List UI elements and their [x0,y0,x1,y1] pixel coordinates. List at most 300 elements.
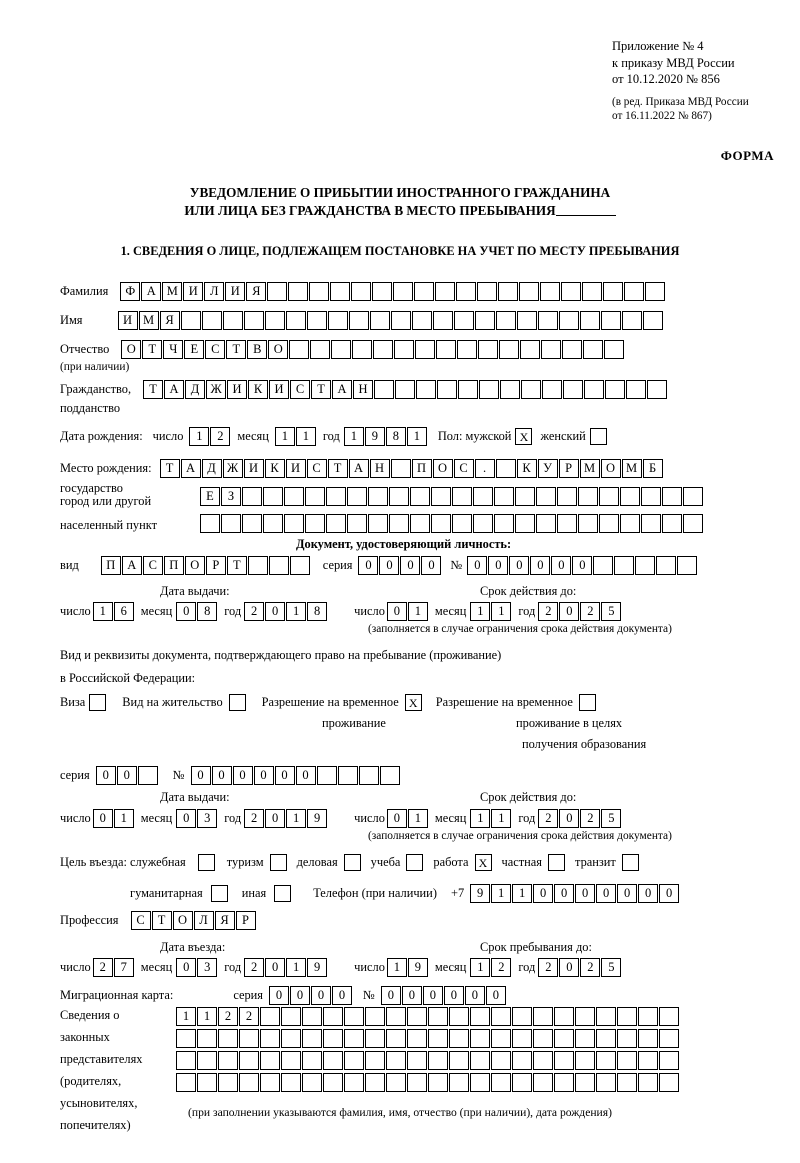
stay-valid-month-field-cell[interactable]: 1 [491,809,511,828]
birth-state-field-cell[interactable]: А [349,459,369,478]
birth-locality-field-cell[interactable] [662,514,682,533]
surname-field-cell[interactable] [603,282,623,301]
entry-year-field-cell[interactable]: 0 [265,958,285,977]
name-field-cell[interactable] [349,311,369,330]
name-field-cell[interactable] [328,311,348,330]
legal-reps-field-4-cell[interactable] [428,1073,448,1092]
birth-year-field-cell[interactable]: 9 [365,427,385,446]
legal-reps-field-4-cell[interactable] [365,1073,385,1092]
issue-day-field[interactable] [93,602,135,621]
legal-reps-field-3[interactable] [176,1051,680,1070]
legal-reps-field-4-cell[interactable] [617,1073,637,1092]
legal-reps-field-2-cell[interactable] [218,1029,238,1048]
birth-city-field-1-cell[interactable] [683,487,703,506]
birth-city-field-1-cell[interactable] [578,487,598,506]
doc-kind-field-cell[interactable] [248,556,268,575]
doc-number-field-cell[interactable]: 0 [467,556,487,575]
citizenship-field-cell[interactable]: С [290,380,310,399]
phone-field-cell[interactable]: 0 [617,884,637,903]
name-field-cell[interactable] [244,311,264,330]
stay-issue-day-field[interactable] [93,809,135,828]
stay-number-field-cell[interactable]: 0 [233,766,253,785]
surname-field-cell[interactable] [456,282,476,301]
issue-year-field-cell[interactable]: 0 [265,602,285,621]
surname-field-cell[interactable] [414,282,434,301]
stay-issue-month-field-cell[interactable]: 0 [176,809,196,828]
name-field-cell[interactable] [202,311,222,330]
legal-reps-field-1-cell[interactable] [449,1007,469,1026]
legal-reps-field-3-cell[interactable] [533,1051,553,1070]
patronymic-field-cell[interactable] [352,340,372,359]
birth-state-field-cell[interactable]: И [286,459,306,478]
citizenship-field-cell[interactable]: Т [143,380,163,399]
birth-state-field-cell[interactable]: П [412,459,432,478]
legal-reps-field-1-cell[interactable]: 2 [239,1007,259,1026]
stay-number-field-cell[interactable]: 0 [254,766,274,785]
purpose-official-checkbox[interactable] [198,854,215,871]
citizenship-field-cell[interactable]: Н [353,380,373,399]
birth-locality-field-cell[interactable] [641,514,661,533]
doc-number-field-cell[interactable] [614,556,634,575]
legal-reps-field-4-cell[interactable] [323,1073,343,1092]
legal-reps-field-2-cell[interactable] [197,1029,217,1048]
birth-month-field-cell[interactable]: 1 [296,427,316,446]
name-field-cell[interactable] [601,311,621,330]
surname-field-cell[interactable] [309,282,329,301]
legal-reps-field-1-cell[interactable] [428,1007,448,1026]
profession-field-cell[interactable]: Т [152,911,172,930]
patronymic-field-cell[interactable]: О [121,340,141,359]
doc-kind-field-cell[interactable]: С [143,556,163,575]
doc-series-field-cell[interactable]: 0 [379,556,399,575]
legal-reps-field-4-cell[interactable] [575,1073,595,1092]
legal-reps-field-3-cell[interactable] [365,1051,385,1070]
birth-state-field-cell[interactable]: Т [328,459,348,478]
stay-series-field-cell[interactable] [138,766,158,785]
phone-field-cell[interactable]: 1 [491,884,511,903]
doc-number-field-cell[interactable] [677,556,697,575]
citizenship-field-cell[interactable]: И [227,380,247,399]
birth-city-field-1-cell[interactable] [326,487,346,506]
name-field-cell[interactable] [454,311,474,330]
legal-reps-field-1-cell[interactable] [638,1007,658,1026]
doc-kind-field[interactable] [101,556,311,575]
surname-field-cell[interactable] [267,282,287,301]
valid-day-field[interactable] [387,602,429,621]
birth-locality-field-cell[interactable] [452,514,472,533]
birth-month-field[interactable] [275,427,317,446]
purpose-private-checkbox[interactable] [548,854,565,871]
purpose-study-checkbox[interactable] [406,854,423,871]
stay-end-day-field[interactable] [387,958,429,977]
birth-locality-field-cell[interactable] [326,514,346,533]
legal-reps-field-3-cell[interactable] [470,1051,490,1070]
legal-reps-field-3-cell[interactable] [218,1051,238,1070]
legal-reps-field-1-cell[interactable] [302,1007,322,1026]
issue-day-field-cell[interactable]: 6 [114,602,134,621]
citizenship-field-cell[interactable]: А [332,380,352,399]
patronymic-field-cell[interactable] [604,340,624,359]
issue-month-field-cell[interactable]: 8 [197,602,217,621]
patronymic-field-cell[interactable] [436,340,456,359]
stay-issue-year-field-cell[interactable]: 2 [244,809,264,828]
birth-state-field-cell[interactable]: Б [643,459,663,478]
citizenship-field-cell[interactable]: К [248,380,268,399]
profession-field-cell[interactable]: Р [236,911,256,930]
legal-reps-field-1-cell[interactable] [386,1007,406,1026]
legal-reps-field-3-cell[interactable] [638,1051,658,1070]
stay-end-month-field[interactable] [470,958,512,977]
mig-series-field-cell[interactable]: 0 [311,986,331,1005]
stay-valid-year-field-cell[interactable]: 0 [559,809,579,828]
profession-field-cell[interactable]: С [131,911,151,930]
name-field-cell[interactable] [223,311,243,330]
name-field-cell[interactable]: Я [160,311,180,330]
doc-number-field[interactable] [467,556,698,575]
purpose-business-checkbox[interactable] [344,854,361,871]
birth-state-field-cell[interactable]: Д [202,459,222,478]
temp-residence-checkbox[interactable]: X [405,694,422,711]
doc-series-field-cell[interactable]: 0 [421,556,441,575]
phone-field-cell[interactable]: 0 [638,884,658,903]
stay-issue-day-field-cell[interactable]: 1 [114,809,134,828]
birth-locality-field-cell[interactable] [536,514,556,533]
doc-number-field-cell[interactable]: 0 [551,556,571,575]
entry-day-field-cell[interactable]: 2 [93,958,113,977]
doc-number-field-cell[interactable] [656,556,676,575]
phone-field-cell[interactable]: 9 [470,884,490,903]
doc-number-field-cell[interactable] [635,556,655,575]
legal-reps-field-3-cell[interactable] [575,1051,595,1070]
legal-reps-field-3-cell[interactable] [491,1051,511,1070]
stay-valid-year-field-cell[interactable]: 5 [601,809,621,828]
surname-field-cell[interactable] [372,282,392,301]
surname-field-cell[interactable] [561,282,581,301]
legal-reps-field-4-cell[interactable] [533,1073,553,1092]
legal-reps-field-4-cell[interactable] [260,1073,280,1092]
legal-reps-field-2-cell[interactable] [302,1029,322,1048]
patronymic-field-cell[interactable] [478,340,498,359]
name-field-cell[interactable] [517,311,537,330]
name-field-cell[interactable] [412,311,432,330]
legal-reps-field-4-cell[interactable] [344,1073,364,1092]
entry-month-field-cell[interactable]: 3 [197,958,217,977]
citizenship-field-cell[interactable]: Д [185,380,205,399]
legal-reps-field-1-cell[interactable]: 2 [218,1007,238,1026]
citizenship-field-cell[interactable] [584,380,604,399]
legal-reps-field-4-cell[interactable] [596,1073,616,1092]
birth-locality-field-cell[interactable] [410,514,430,533]
citizenship-field-cell[interactable]: Т [311,380,331,399]
phone-field-cell[interactable]: 0 [533,884,553,903]
legal-reps-field-1-cell[interactable] [365,1007,385,1026]
legal-reps-field-4-cell[interactable] [197,1073,217,1092]
legal-reps-field-3-cell[interactable] [554,1051,574,1070]
name-field-cell[interactable] [433,311,453,330]
patronymic-field-cell[interactable] [457,340,477,359]
stay-valid-month-field[interactable] [470,809,512,828]
profession-field[interactable] [131,911,257,930]
legal-reps-field-2-cell[interactable] [491,1029,511,1048]
doc-kind-field-cell[interactable] [269,556,289,575]
birth-city-field-1-cell[interactable] [557,487,577,506]
stay-number-field-cell[interactable]: 0 [212,766,232,785]
legal-reps-field-1-cell[interactable] [491,1007,511,1026]
legal-reps-field-3-cell[interactable] [239,1051,259,1070]
surname-field-cell[interactable] [498,282,518,301]
birth-city-field-1-cell[interactable] [368,487,388,506]
legal-reps-field-4-cell[interactable] [407,1073,427,1092]
surname-field-cell[interactable] [393,282,413,301]
name-field-cell[interactable] [643,311,663,330]
stay-end-year-field-cell[interactable]: 2 [580,958,600,977]
surname-field-cell[interactable] [540,282,560,301]
surname-field-cell[interactable]: Л [204,282,224,301]
name-field-cell[interactable] [538,311,558,330]
patronymic-field-cell[interactable]: Е [184,340,204,359]
birth-city-field-1-cell[interactable] [620,487,640,506]
legal-reps-field-3-cell[interactable] [323,1051,343,1070]
birth-city-field-1-cell[interactable] [494,487,514,506]
valid-year-field-cell[interactable]: 0 [559,602,579,621]
mig-number-field-cell[interactable]: 0 [444,986,464,1005]
stay-issue-year-field[interactable] [244,809,328,828]
surname-field-cell[interactable] [330,282,350,301]
birth-state-field-cell[interactable]: М [580,459,600,478]
legal-reps-field-4-cell[interactable] [281,1073,301,1092]
birth-locality-field-cell[interactable] [368,514,388,533]
surname-field-cell[interactable]: М [162,282,182,301]
legal-reps-field-2-cell[interactable] [281,1029,301,1048]
sex-female-checkbox[interactable] [590,428,607,445]
issue-year-field-cell[interactable]: 8 [307,602,327,621]
birth-state-field-cell[interactable]: К [517,459,537,478]
patronymic-field[interactable] [121,340,625,359]
doc-kind-field-cell[interactable]: Т [227,556,247,575]
birth-city-field-1-cell[interactable] [473,487,493,506]
doc-kind-field-cell[interactable]: П [164,556,184,575]
mig-series-field-cell[interactable]: 0 [290,986,310,1005]
patronymic-field-cell[interactable]: Т [142,340,162,359]
birth-state-field-cell[interactable] [496,459,516,478]
birth-city-field-1-cell[interactable] [284,487,304,506]
legal-reps-field-2-cell[interactable] [575,1029,595,1048]
valid-month-field-cell[interactable]: 1 [491,602,511,621]
legal-reps-field-2-cell[interactable] [428,1029,448,1048]
birth-state-field-cell[interactable]: Ж [223,459,243,478]
issue-year-field-cell[interactable]: 2 [244,602,264,621]
patronymic-field-cell[interactable]: Т [226,340,246,359]
name-field-cell[interactable] [370,311,390,330]
legal-reps-field-3-cell[interactable] [659,1051,679,1070]
citizenship-field-cell[interactable]: Ж [206,380,226,399]
phone-field-cell[interactable]: 0 [554,884,574,903]
legal-reps-field-2-cell[interactable] [554,1029,574,1048]
legal-reps-field-1-cell[interactable] [512,1007,532,1026]
legal-reps-field-2-cell[interactable] [617,1029,637,1048]
legal-reps-field-1-cell[interactable] [617,1007,637,1026]
citizenship-field-cell[interactable] [395,380,415,399]
citizenship-field-cell[interactable]: А [164,380,184,399]
surname-field-cell[interactable] [288,282,308,301]
stay-series-field-cell[interactable]: 0 [117,766,137,785]
temp-residence-edu-checkbox[interactable] [579,694,596,711]
doc-series-field-cell[interactable]: 0 [358,556,378,575]
birth-locality-field-cell[interactable] [683,514,703,533]
surname-field-cell[interactable] [351,282,371,301]
issue-day-field-cell[interactable]: 1 [93,602,113,621]
legal-reps-field-4-cell[interactable] [659,1073,679,1092]
legal-reps-field-2-cell[interactable] [176,1029,196,1048]
birth-state-field-cell[interactable]: Т [160,459,180,478]
phone-field-cell[interactable]: 0 [575,884,595,903]
stay-valid-year-field-cell[interactable]: 2 [580,809,600,828]
patronymic-field-cell[interactable] [583,340,603,359]
birth-locality-field-cell[interactable] [347,514,367,533]
patronymic-field-cell[interactable] [541,340,561,359]
legal-reps-field-2-cell[interactable] [638,1029,658,1048]
birth-year-field-cell[interactable]: 1 [407,427,427,446]
birth-day-field[interactable] [189,427,231,446]
birth-day-field-cell[interactable]: 1 [189,427,209,446]
surname-field-cell[interactable]: И [183,282,203,301]
birth-city-field-1-cell[interactable]: Е [200,487,220,506]
legal-reps-field-1-cell[interactable] [470,1007,490,1026]
purpose-tourism-checkbox[interactable] [270,854,287,871]
surname-field-cell[interactable] [582,282,602,301]
stay-valid-month-field-cell[interactable]: 1 [470,809,490,828]
legal-reps-field-3-cell[interactable] [386,1051,406,1070]
name-field-cell[interactable] [307,311,327,330]
legal-reps-field-2-cell[interactable] [344,1029,364,1048]
birth-state-field-cell[interactable]: . [475,459,495,478]
doc-kind-field-cell[interactable]: А [122,556,142,575]
name-field-cell[interactable] [475,311,495,330]
patronymic-field-cell[interactable] [331,340,351,359]
doc-kind-field-cell[interactable]: Р [206,556,226,575]
stay-end-month-field-cell[interactable]: 2 [491,958,511,977]
valid-year-field-cell[interactable]: 2 [580,602,600,621]
stay-end-year-field-cell[interactable]: 0 [559,958,579,977]
profession-field-cell[interactable]: Л [194,911,214,930]
mig-series-field-cell[interactable]: 0 [269,986,289,1005]
phone-field-cell[interactable]: 0 [596,884,616,903]
citizenship-field-cell[interactable] [647,380,667,399]
birth-state-field[interactable] [160,459,664,478]
stay-number-field-cell[interactable] [317,766,337,785]
entry-month-field-cell[interactable]: 0 [176,958,196,977]
birth-city-field-1-cell[interactable] [263,487,283,506]
legal-reps-field-1-cell[interactable] [575,1007,595,1026]
birth-state-field-cell[interactable]: С [454,459,474,478]
birth-locality-field-cell[interactable] [620,514,640,533]
legal-reps-field-3-cell[interactable] [596,1051,616,1070]
legal-reps-field-2-cell[interactable] [365,1029,385,1048]
profession-field-cell[interactable]: О [173,911,193,930]
birth-state-field-cell[interactable]: У [538,459,558,478]
birth-city-field-1-cell[interactable] [305,487,325,506]
patronymic-field-cell[interactable] [562,340,582,359]
patronymic-field-cell[interactable] [289,340,309,359]
legal-reps-field-2-cell[interactable] [323,1029,343,1048]
legal-reps-field-4-cell[interactable] [638,1073,658,1092]
mig-number-field-cell[interactable]: 0 [423,986,443,1005]
stay-issue-month-field[interactable] [176,809,218,828]
stay-number-field-cell[interactable] [380,766,400,785]
stay-valid-year-field-cell[interactable]: 2 [538,809,558,828]
legal-reps-field-4-cell[interactable] [491,1073,511,1092]
legal-reps-field-3-cell[interactable] [260,1051,280,1070]
legal-reps-field-4-cell[interactable] [176,1073,196,1092]
stay-end-year-field-cell[interactable]: 5 [601,958,621,977]
legal-reps-field-1[interactable] [176,1007,680,1026]
stay-valid-day-field-cell[interactable]: 1 [408,809,428,828]
valid-year-field[interactable] [538,602,622,621]
patronymic-field-cell[interactable]: С [205,340,225,359]
patronymic-field-cell[interactable] [520,340,540,359]
doc-kind-field-cell[interactable] [290,556,310,575]
patronymic-field-cell[interactable]: В [247,340,267,359]
legal-reps-field-1-cell[interactable]: 1 [176,1007,196,1026]
birth-locality-field-cell[interactable] [263,514,283,533]
name-field-cell[interactable] [391,311,411,330]
legal-reps-field-1-cell[interactable] [659,1007,679,1026]
stay-valid-day-field-cell[interactable]: 0 [387,809,407,828]
mig-number-field-cell[interactable]: 0 [486,986,506,1005]
valid-year-field-cell[interactable]: 5 [601,602,621,621]
surname-field-cell[interactable] [624,282,644,301]
stay-issue-day-field-cell[interactable]: 0 [93,809,113,828]
mig-number-field[interactable] [381,986,507,1005]
patronymic-field-cell[interactable] [415,340,435,359]
purpose-work-checkbox[interactable]: X [475,854,492,871]
legal-reps-field-3-cell[interactable] [302,1051,322,1070]
patronymic-field-cell[interactable]: Ч [163,340,183,359]
name-field-cell[interactable]: М [139,311,159,330]
legal-reps-field-2-cell[interactable] [239,1029,259,1048]
entry-year-field-cell[interactable]: 9 [307,958,327,977]
birth-locality-field-cell[interactable] [494,514,514,533]
issue-month-field[interactable] [176,602,218,621]
birth-locality-field-cell[interactable] [557,514,577,533]
birth-city-field-1-cell[interactable] [452,487,472,506]
phone-field-cell[interactable]: 0 [659,884,679,903]
legal-reps-field-1-cell[interactable] [323,1007,343,1026]
legal-reps-field-2-cell[interactable] [407,1029,427,1048]
issue-month-field-cell[interactable]: 0 [176,602,196,621]
surname-field-cell[interactable]: И [225,282,245,301]
citizenship-field-cell[interactable] [458,380,478,399]
citizenship-field-cell[interactable] [605,380,625,399]
stay-number-field-cell[interactable]: 0 [296,766,316,785]
patronymic-field-cell[interactable]: О [268,340,288,359]
birth-locality-field-cell[interactable] [599,514,619,533]
stay-number-field-cell[interactable] [338,766,358,785]
stay-valid-day-field[interactable] [387,809,429,828]
legal-reps-field-3-cell[interactable] [197,1051,217,1070]
mig-series-field[interactable] [269,986,353,1005]
birth-year-field-cell[interactable]: 1 [344,427,364,446]
birth-locality-field[interactable] [200,514,704,533]
legal-reps-field-3-cell[interactable] [281,1051,301,1070]
legal-reps-field-1-cell[interactable] [344,1007,364,1026]
birth-state-field-cell[interactable]: С [307,459,327,478]
stay-issue-year-field-cell[interactable]: 0 [265,809,285,828]
legal-reps-field-4-cell[interactable] [449,1073,469,1092]
phone-field-cell[interactable]: 1 [512,884,532,903]
surname-field[interactable] [120,282,666,301]
birth-city-field-1-cell[interactable] [641,487,661,506]
